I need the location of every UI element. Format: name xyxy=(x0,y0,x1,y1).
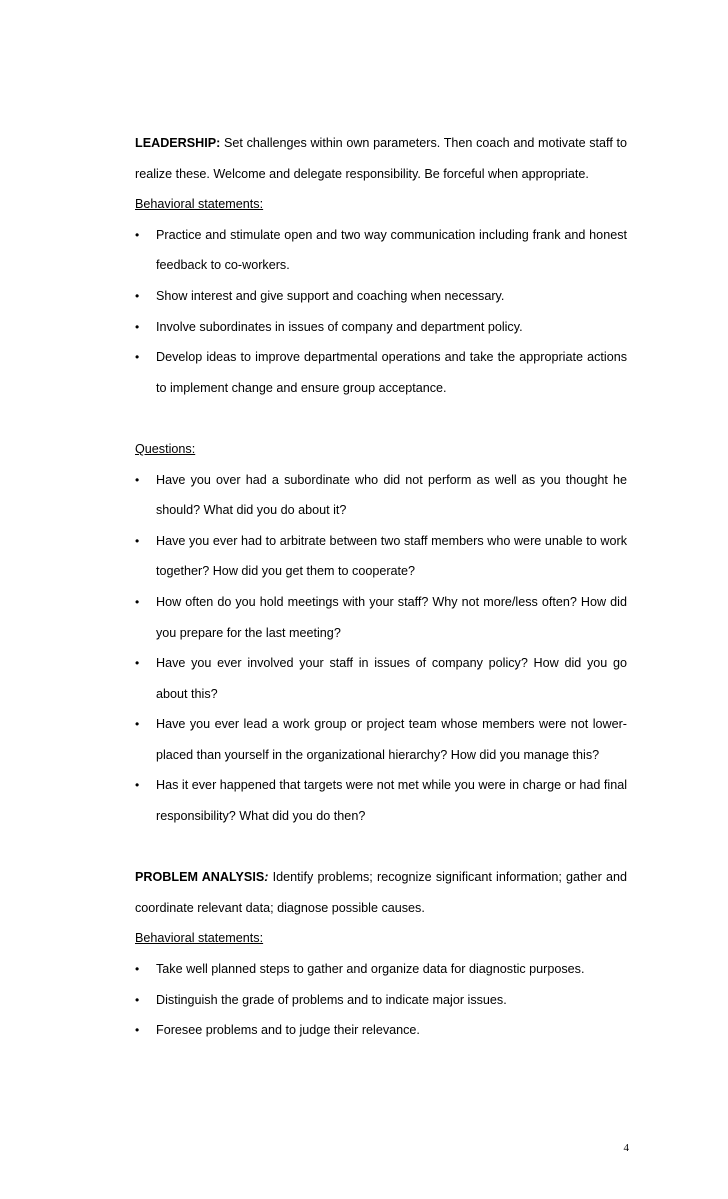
bullet-icon: • xyxy=(135,319,140,334)
section-spacer xyxy=(135,403,627,434)
list-item xyxy=(135,281,627,312)
bullet-icon: • xyxy=(135,962,140,977)
statement-text: Take well planned steps to gather and organize data for diagnostic purposes. xyxy=(156,962,585,977)
page-number: 4 xyxy=(623,1142,629,1154)
statement-text: Foresee problems and to judge their relevance. xyxy=(156,1023,420,1038)
leadership-behavioral-label: Behavioral statements: xyxy=(135,197,264,212)
bullet-icon: • xyxy=(135,227,140,242)
bullet-icon: • xyxy=(135,1023,140,1038)
statement-text: Develop ideas to improve departmental operations and take the appropriate actions to implement change and ensure group acceptance. xyxy=(156,350,627,395)
problem-analysis-colon: : xyxy=(264,870,269,885)
bullet-icon: • xyxy=(135,992,140,1007)
bullet-icon: • xyxy=(135,778,140,793)
problem-analysis-statements-list xyxy=(135,954,627,1046)
list-item xyxy=(135,526,627,587)
bullet-icon: • xyxy=(135,656,140,671)
question-text: How often do you hold meetings with your staff? Why not more/less often? How did you prepare for the last meeting? xyxy=(156,594,627,640)
list-item xyxy=(135,985,627,1016)
list-item xyxy=(135,648,627,709)
leadership-statements-list xyxy=(135,220,627,404)
list-item xyxy=(135,342,627,403)
problem-analysis-definition xyxy=(135,862,627,923)
questions-label: Questions: xyxy=(135,441,196,456)
list-item xyxy=(135,465,627,526)
problem-analysis-heading: PROBLEM ANALYSIS xyxy=(135,870,265,885)
list-item xyxy=(135,709,627,770)
question-text: Has it ever happened that targets were not met while you were in charge or had final responsibility? What did you do then? xyxy=(156,778,627,824)
bullet-icon: • xyxy=(135,350,140,365)
statement-text: Distinguish the grade of problems and to indicate major issues. xyxy=(156,992,507,1007)
document-page xyxy=(135,128,627,1046)
question-text: Have you ever involved your staff in issues of company policy? How did you go about this? xyxy=(156,656,627,701)
list-item xyxy=(135,220,627,281)
question-text: Have you over had a subordinate who did not perform as well as you thought he should? What did you do about it? xyxy=(156,472,627,518)
statement-text: Practice and stimulate open and two way communication including frank and honest feedback to co-workers. xyxy=(156,227,627,273)
list-item xyxy=(135,1015,627,1046)
list-item xyxy=(135,587,627,648)
statement-text: Involve subordinates in issues of company and department policy. xyxy=(156,319,523,334)
statement-text: Show interest and give support and coaching when necessary. xyxy=(156,288,505,303)
problem-analysis-behavioral-label: Behavioral statements: xyxy=(135,931,264,946)
section-spacer xyxy=(135,832,627,863)
bullet-icon: • xyxy=(135,472,140,487)
question-text: Have you ever lead a work group or project team whose members were not lower-placed than yourself in the organizational hierarchy? How did you manage this? xyxy=(156,717,627,762)
bullet-icon: • xyxy=(135,717,140,732)
leadership-definition xyxy=(135,128,627,189)
questions-list xyxy=(135,465,627,832)
leadership-heading: LEADERSHIP: xyxy=(135,136,221,150)
question-text: Have you ever had to arbitrate between two staff members who were unable to work together? How did you get them to cooperate? xyxy=(156,533,627,579)
leadership-text: Set challenges within own parameters. Then coach and motivate staff to realize these. Welcome and delegate responsibility. Be forceful when appropriate. xyxy=(135,136,627,181)
problem-analysis-text: Identify problems; recognize significant information; gather and coordinate relevant data; diagnose possible causes. xyxy=(135,870,627,915)
bullet-icon: • xyxy=(135,533,140,548)
list-item xyxy=(135,312,627,343)
list-item xyxy=(135,770,627,831)
list-item xyxy=(135,954,627,985)
bullet-icon: • xyxy=(135,288,140,303)
bullet-icon: • xyxy=(135,594,140,609)
